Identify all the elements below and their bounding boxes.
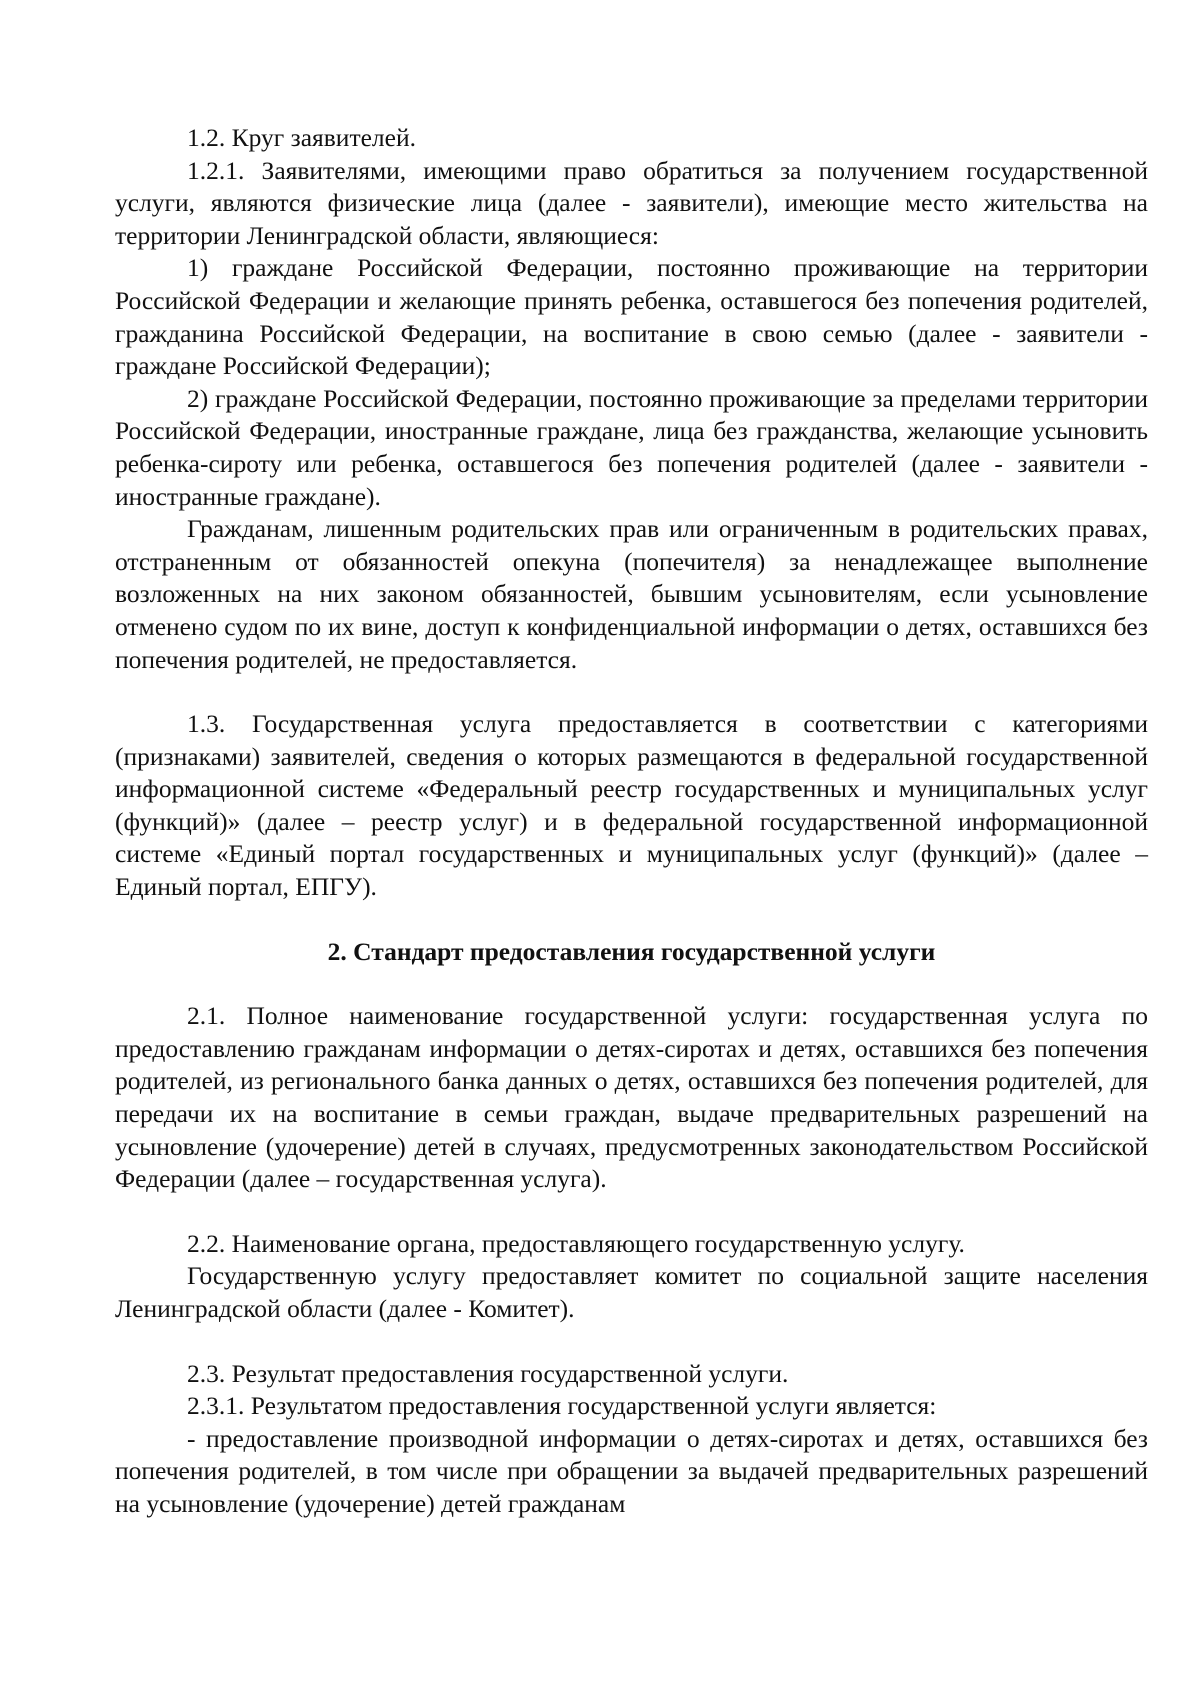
paragraph-restriction: Гражданам, лишенным родительских прав или ограниченным в родительских правах, отстраненным от обязанностей опекуна (попечителя) за ненадлежащее выполнение возложенных на них законом обязанностей, бывшим усыновителям, если усыновление отменено судом по их вине, доступ к конфиденциальной информации о детях, оставшихся без попечения родителей, не предоставляется. <box>115 514 1148 674</box>
paragraph-2-2-text: Государственную услугу предоставляет комитет по социальной защите населения Ленинградской области (далее - Комитет). <box>115 1261 1148 1323</box>
spacer <box>115 904 1148 936</box>
paragraph-1-2-1: 1.2.1. Заявителями, имеющими право обратиться за получением государственной услуги, являются физические лица (далее - заявители), имеющие место жительства на территории Ленинградской области, являющиеся: <box>115 155 1148 250</box>
list-item-1: 1) граждане Российской Федерации, постоянно проживающие на территории Российской Федерации и желающие принять ребенка, оставшегося без попечения родителей, гражданина Российской Федерации, на воспитание в свою семью (далее - заявители - граждане Российской Федерации); <box>115 253 1148 381</box>
paragraph-1-2: 1.2. Круг заявителей. <box>187 123 416 152</box>
section-heading: 2. Стандарт предоставления государственной услуги <box>327 936 936 966</box>
paragraph-2-3-1-item: - предоставление производной информации о детях-сиротах и детях, оставшихся без попечения родителей, в том числе при обращении за выдачей предварительных разрешений на усыновление (удочерение) детей гражданам <box>115 1423 1148 1518</box>
paragraph-2-2: 2.2. Наименование органа, предоставляющего государственную услугу. <box>187 1228 965 1258</box>
paragraph-2-3-1: 2.3.1. Результатом предоставления государственной услуги является: <box>187 1391 937 1421</box>
paragraph-2-1: 2.1. Полное наименование государственной услуги: государственная услуга по предоставлению гражданам информации о детях-сиротах и детях, оставшихся без попечения родителей, из регионального банка данных о детях, оставшихся без попечения родителей, для передачи их на воспитание в семьи граждан, выдаче предварительных разрешений на усыновление (удочерение) детей в случаях, предусмотренных законодательством Российской Федерации (далее – государственная услуга). <box>115 1001 1148 1194</box>
list-item-2: 2) граждане Российской Федерации, постоянно проживающие за пределами территории Российской Федерации, иностранные граждане, лица без гражданства, желающие усыновить ребенка-сироту или ребенка, оставшегося без попечения родителей (далее - заявители - иностранные граждане). <box>115 383 1148 511</box>
document-page <box>115 122 1148 1521</box>
spacer <box>115 1326 1148 1358</box>
spacer <box>115 1196 1148 1228</box>
paragraph-2-3: 2.3. Результат предоставления государственной услуги. <box>187 1358 789 1388</box>
spacer <box>115 968 1148 1000</box>
paragraph-1-3: 1.3. Государственная услуга предоставляется в соответствии с категориями (признаками) заявителей, сведения о которых размещаются в федеральной государственной информационной системе «Федеральный реестр государственных и муниципальных услуг (функций)» (далее – реестр услуг) и в федеральной государственной информационной системе «Единый портал государственных и муниципальных услуг (функций)» (далее – Единый портал, ЕПГУ). <box>115 709 1148 902</box>
spacer <box>115 676 1148 708</box>
